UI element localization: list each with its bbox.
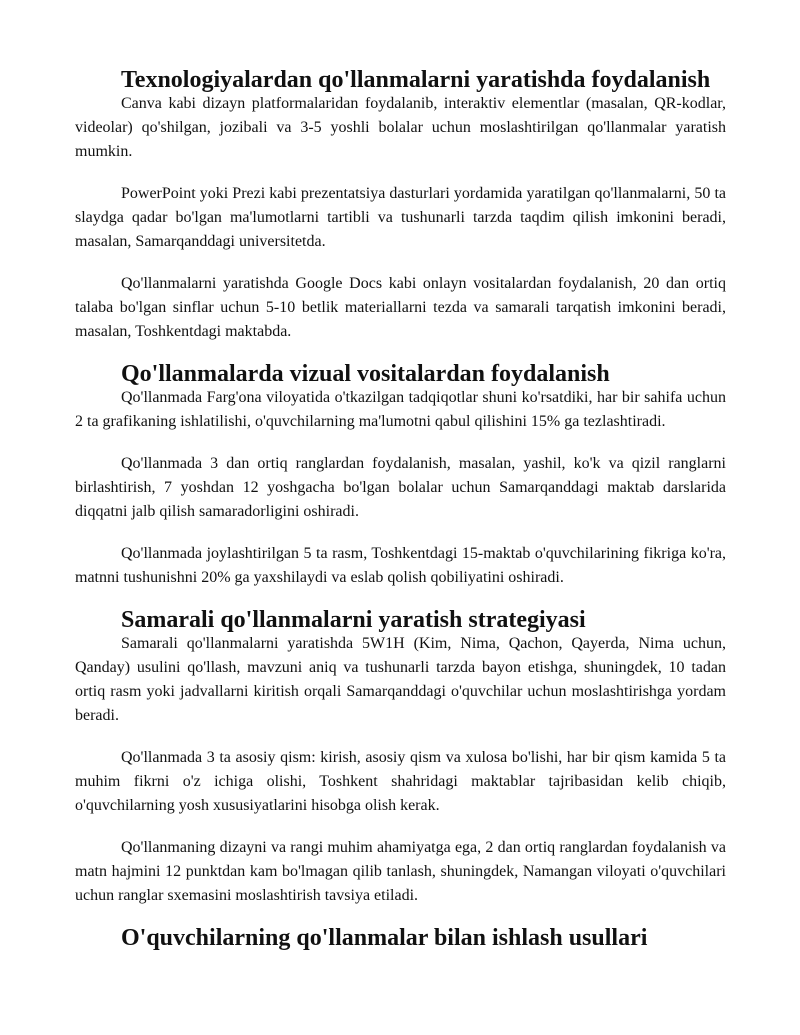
paragraph: Qo'llanmada Farg'ona viloyatida o'tkazilgan tadqiqotlar shuni ko'rsatdiki, har bir sahifa uchun 2 ta grafikaning ishlatilishi, o'quvchilarning ma'lumotni qabul qilishini 15% ga tezlashtiradi.	[75, 389, 726, 430]
section-heading: Samarali qo'llanmalarni yaratish strategiyasi	[121, 607, 586, 633]
paragraph: Qo'llanmalarni yaratishda Google Docs kabi onlayn vositalardan foydalanish, 20 dan ortiq talaba bo'lgan sinflar uchun 5-10 betlik materiallarni tezda va samarali tarqatish imkonini beradi, masalan, Toshkentdagi maktabda.	[75, 275, 726, 340]
paragraph: Qo'llanmada 3 dan ortiq ranglardan foydalanish, masalan, yashil, ko'k va qizil ranglarni birlashtirish, 7 yoshdan 12 yoshgacha bo'lgan bolalar uchun Samarqanddagi maktab darslarida diqqatni jalb qilish samaradorligini oshiradi.	[75, 455, 726, 520]
paragraph: PowerPoint yoki Prezi kabi prezentatsiya dasturlari yordamida yaratilgan qo'llanmalarni, 50 ta slaydga qadar bo'lgan ma'lumotlarni tartibli va tushunarli tarzda taqdim qilish imkonini beradi, masalan, Samarqanddagi universitetda.	[75, 185, 726, 250]
document-page	[75, 68, 726, 950]
section-heading: O'quvchilarning qo'llanmalar bilan ishlash usullari	[121, 925, 648, 951]
paragraph: Qo'llanmada joylashtirilgan 5 ta rasm, Toshkentdagi 15-maktab o'quvchilarining fikriga ko'ra, matnni tushunishni 20% ga yaxshilaydi va eslab qolish qobiliyatini oshiradi.	[75, 545, 726, 586]
paragraph: Qo'llanmada 3 ta asosiy qism: kirish, asosiy qism va xulosa bo'lishi, har bir qism kamida 5 ta muhim fikrni o'z ichiga olishi, Toshkent shahridagi maktablar tajribasidan kelib chiqib, o'quvchilarning yosh xususiyatlarini hisobga olish kerak.	[75, 749, 726, 814]
section-heading: Qo'llanmalarda vizual vositalardan foydalanish	[121, 361, 610, 387]
section-heading: Texnologiyalardan qo'llanmalarni yaratishda foydalanish	[121, 67, 711, 93]
paragraph: Samarali qo'llanmalarni yaratishda 5W1H (Kim, Nima, Qachon, Qayerda, Nima uchun, Qanday) usulini qo'llash, mavzuni aniq va tushunarli tarzda bayon etishga, shuningdek, 10 tadan ortiq rasm yoki jadvallarni kiritish orqali Samarqanddagi o'quvchilar uchun moslashtirishga yordam beradi.	[75, 635, 726, 724]
paragraph: Canva kabi dizayn platformalaridan foydalanib, interaktiv elementlar (masalan, QR-kodlar, videolar) qo'shilgan, jozibali va 3-5 yoshli bolalar uchun moslashtirilgan qo'llanmalar yaratish mumkin.	[75, 95, 726, 160]
paragraph: Qo'llanmaning dizayni va rangi muhim ahamiyatga ega, 2 dan ortiq ranglardan foydalanish va matn hajmini 12 punktdan kam bo'lmagan qilib tanlash, shuningdek, Namangan viloyati o'quvchilari uchun ranglar sxemasini moslashtirish tavsiya etiladi.	[75, 839, 726, 904]
